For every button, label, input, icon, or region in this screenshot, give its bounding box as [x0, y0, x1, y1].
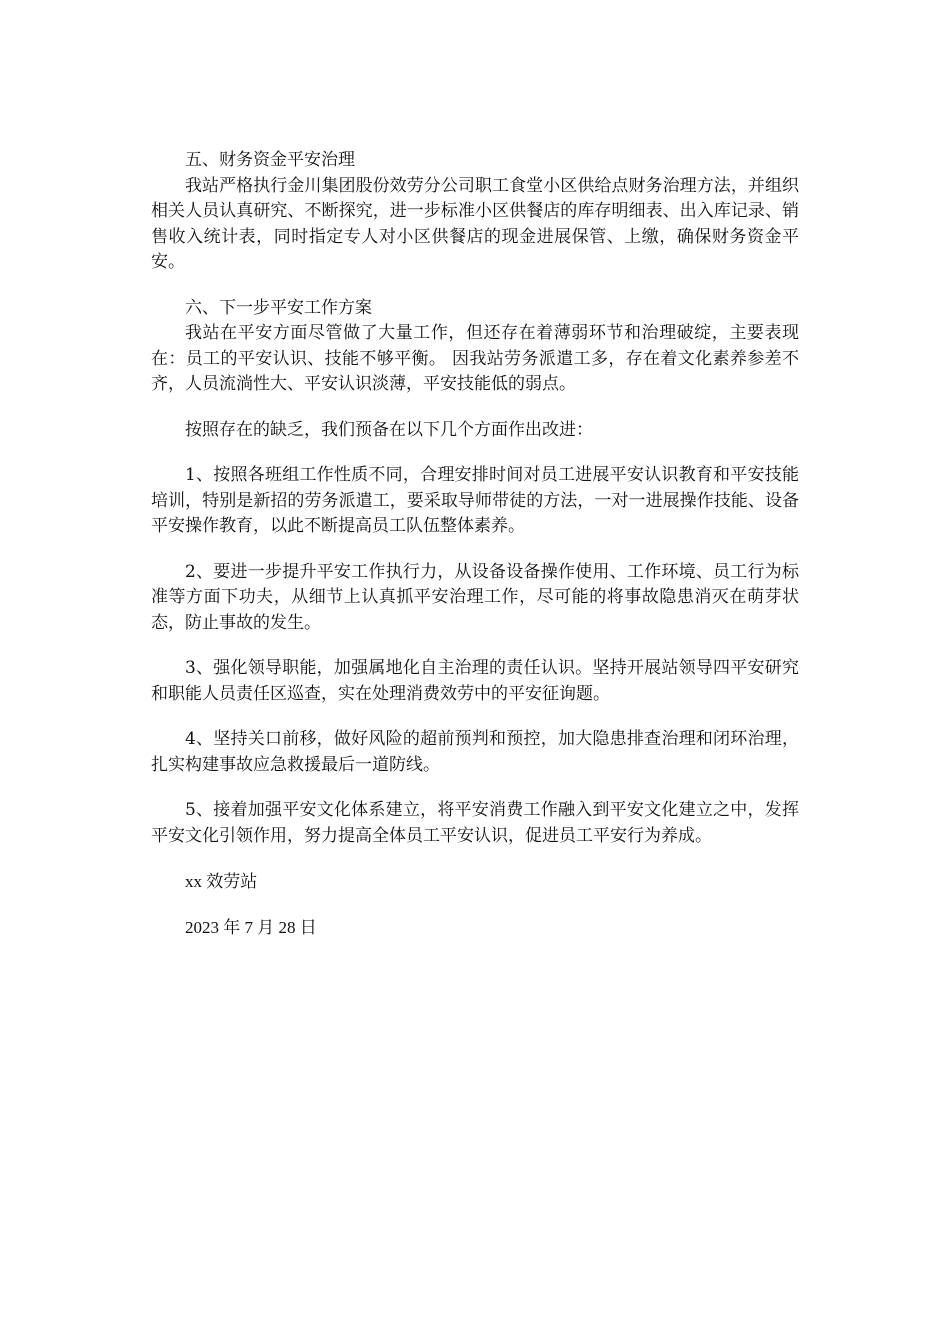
improvement-item-2: 2、要进一步提升平安工作执行力，从设备设备操作使用、工作环境、员工行为标准等方面下功夫，从细节上认真抓平安治理工作，尽可能的将事故隐患消灭在萌芽状态，防止事故的发生。: [151, 561, 799, 633]
paragraph-gap: [151, 443, 799, 463]
signature-date: 2023 年 7 月 28 日: [185, 917, 317, 937]
paragraph-gap: [151, 398, 799, 418]
improvement-item-1: 1、按照各班组工作性质不同，合理安排时间对员工进展平安认识教育和平安技能培训，特别是新招的劳务派遣工，要采取导师带徒的方法，一对一进展操作技能、设备平安操作教育，以此不断提高员工队伍整体素养。: [151, 465, 799, 536]
improvement-item-5: 5、接着加强平安文化体系建立，将平安消费工作融入到平安文化建立之中，发挥平安文化引领作用，努力提高全体员工平安认识，促进员工平安行为养成。: [151, 800, 799, 846]
signature-org: xx 效劳站: [185, 872, 258, 891]
paragraph-gap: [151, 895, 799, 915]
section-5-body: 我站严格执行金川集团股份效劳分公司职工食堂小区供给点财务治理方法，并组织相关人员认真研究、不断探究，进一步标准小区供餐店的库存明细表、出入库记录、销售收入统计表，同时指定专人对小区供餐店的现金进展保管、上缴，确保财务资金平安。: [151, 175, 799, 272]
section-5-heading: 五、财务资金平安治理: [185, 150, 355, 170]
paragraph-gap: [151, 540, 799, 560]
improvement-item-4: 4、坚持关口前移，做好风险的超前预判和预控，加大隐患排查治理和闭环治理，扎实构建事故应急救援最后一道防线。: [151, 729, 799, 775]
paragraph-gap: [151, 849, 799, 869]
paragraph-gap: [151, 707, 799, 727]
improvement-intro: 按照存在的缺乏，我们预备在以下几个方面作出改进：: [185, 419, 593, 440]
paragraph-gap: [151, 276, 799, 296]
improvement-item-3: 3、强化领导职能，加强属地化自主治理的责任认识。坚持开展站领导四平安研究和职能人员责任区巡查，实在处理消费效劳中的平安征询题。: [151, 658, 799, 704]
section-6-heading: 六、下一步平安工作方案: [185, 297, 372, 318]
section-6-body: 我站在平安方面尽管做了大量工作，但还存在着薄弱环节和治理破绽，主要表现在：员工的平安认识、技能不够平衡。 因我站劳务派遣工多，存在着文化素养参差不齐，人员流淌性大、平安认识淡薄，平安技能低的弱点。: [151, 323, 799, 394]
paragraph-gap: [151, 636, 799, 656]
paragraph-gap: [151, 778, 799, 798]
document-page: [151, 148, 799, 940]
